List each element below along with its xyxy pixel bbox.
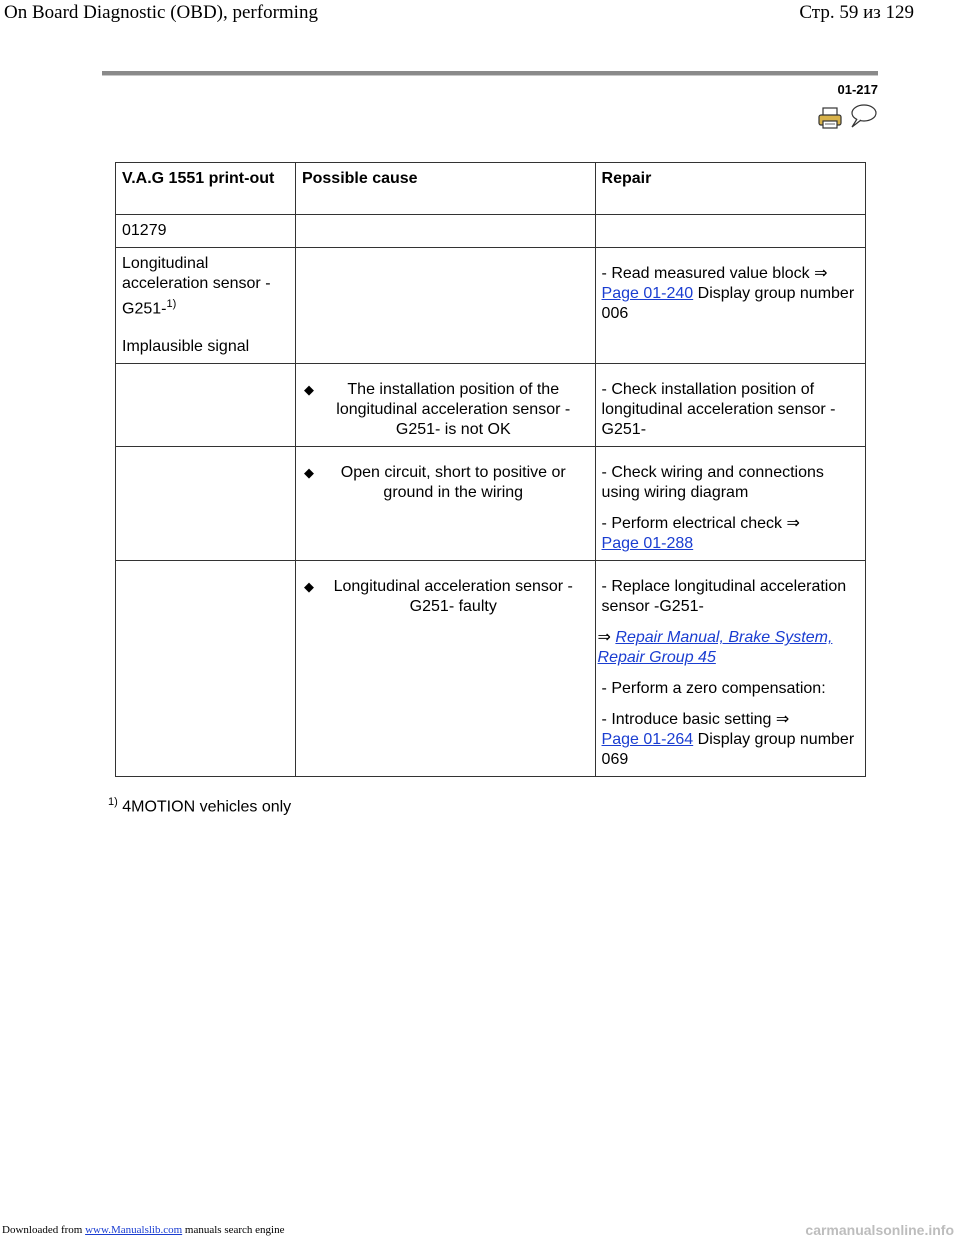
repair-text: - Replace longitudinal acceleration sensor -G251- bbox=[601, 578, 847, 616]
cause-text: Open circuit, short to positive or ground in the wiring bbox=[340, 464, 566, 502]
repair-text: Display group number 069 bbox=[601, 731, 855, 769]
page-link[interactable]: Page 01-264 bbox=[601, 731, 694, 749]
empty-cell bbox=[295, 248, 595, 364]
cause-cell bbox=[295, 447, 595, 561]
repair-text: - Introduce basic setting ⇒ bbox=[601, 711, 790, 729]
footnote-marker: 1) bbox=[108, 796, 118, 808]
table-row bbox=[116, 364, 866, 447]
footer-text: manuals search engine bbox=[182, 1224, 285, 1236]
printout-text: Longitudinal acceleration sensor -G251- bbox=[122, 255, 271, 318]
table-row bbox=[116, 561, 866, 777]
repair-cell bbox=[595, 248, 865, 364]
page-link[interactable]: Page 01-288 bbox=[601, 535, 694, 553]
table-row bbox=[116, 447, 866, 561]
footer-text: Downloaded from bbox=[2, 1224, 86, 1236]
bullet-diamond-icon: ◆ bbox=[303, 382, 314, 398]
repair-text: - Perform a zero compensation: bbox=[601, 680, 826, 698]
repair-text: - Check installation position of longitudinal acceleration sensor -G251- bbox=[601, 381, 836, 439]
printout-text: Implausible signal bbox=[122, 338, 250, 356]
repair-cell bbox=[595, 561, 865, 777]
repair-manual-link[interactable]: Repair Manual, Brake System, Repair Group 45 bbox=[597, 629, 833, 667]
page-link[interactable]: Page 01-240 bbox=[601, 285, 694, 302]
footnote-marker: 1) bbox=[166, 298, 177, 310]
cause-text: Longitudinal acceleration sensor -G251- faulty bbox=[333, 578, 573, 616]
empty-cell bbox=[116, 561, 296, 777]
page-number: 01-217 bbox=[837, 82, 878, 97]
fault-code: 01279 bbox=[116, 215, 296, 248]
header-rule bbox=[102, 71, 878, 76]
diagnostic-table bbox=[115, 162, 866, 777]
table-row bbox=[116, 215, 866, 248]
column-header: Repair bbox=[595, 163, 865, 215]
speech-bubble-icon[interactable] bbox=[848, 103, 878, 129]
bullet-diamond-icon: ◆ bbox=[303, 579, 314, 595]
footnote bbox=[108, 796, 291, 816]
footnote-text: 4MOTION vehicles only bbox=[122, 798, 292, 816]
printout-cell bbox=[116, 248, 296, 364]
empty-cell bbox=[116, 364, 296, 447]
repair-text: - Perform electrical check ⇒ bbox=[601, 515, 800, 533]
repair-cell bbox=[595, 447, 865, 561]
repair-cell bbox=[595, 364, 865, 447]
repair-text: - Check wiring and connections using wiring diagram bbox=[601, 464, 824, 502]
cause-cell bbox=[295, 561, 595, 777]
column-header: Possible cause bbox=[295, 163, 595, 215]
download-footer bbox=[2, 1224, 284, 1236]
cause-text: The installation position of the longitudinal acceleration sensor -G251- is not OK bbox=[336, 381, 571, 439]
repair-text: Display group number 006 bbox=[601, 285, 855, 322]
page-counter: Стр. 59 из 129 bbox=[799, 2, 914, 23]
printer-icon[interactable] bbox=[818, 107, 842, 129]
manualslib-link[interactable]: www.Manualslib.com bbox=[85, 1224, 183, 1236]
repair-text: - Read measured value block ⇒ bbox=[601, 265, 828, 282]
bullet-diamond-icon: ◆ bbox=[303, 465, 314, 481]
empty-cell bbox=[116, 447, 296, 561]
document-title: On Board Diagnostic (OBD), performing bbox=[4, 2, 318, 23]
empty-cell bbox=[595, 215, 865, 248]
table-row bbox=[116, 248, 866, 364]
empty-cell bbox=[295, 215, 595, 248]
arrow-icon: ⇒ bbox=[597, 629, 611, 647]
table-header-row bbox=[116, 163, 866, 215]
cause-cell bbox=[295, 364, 595, 447]
column-header: V.A.G 1551 print-out bbox=[116, 163, 296, 215]
toolbar-icons bbox=[818, 103, 878, 129]
watermark: carmanualsonline.info bbox=[805, 1222, 954, 1238]
